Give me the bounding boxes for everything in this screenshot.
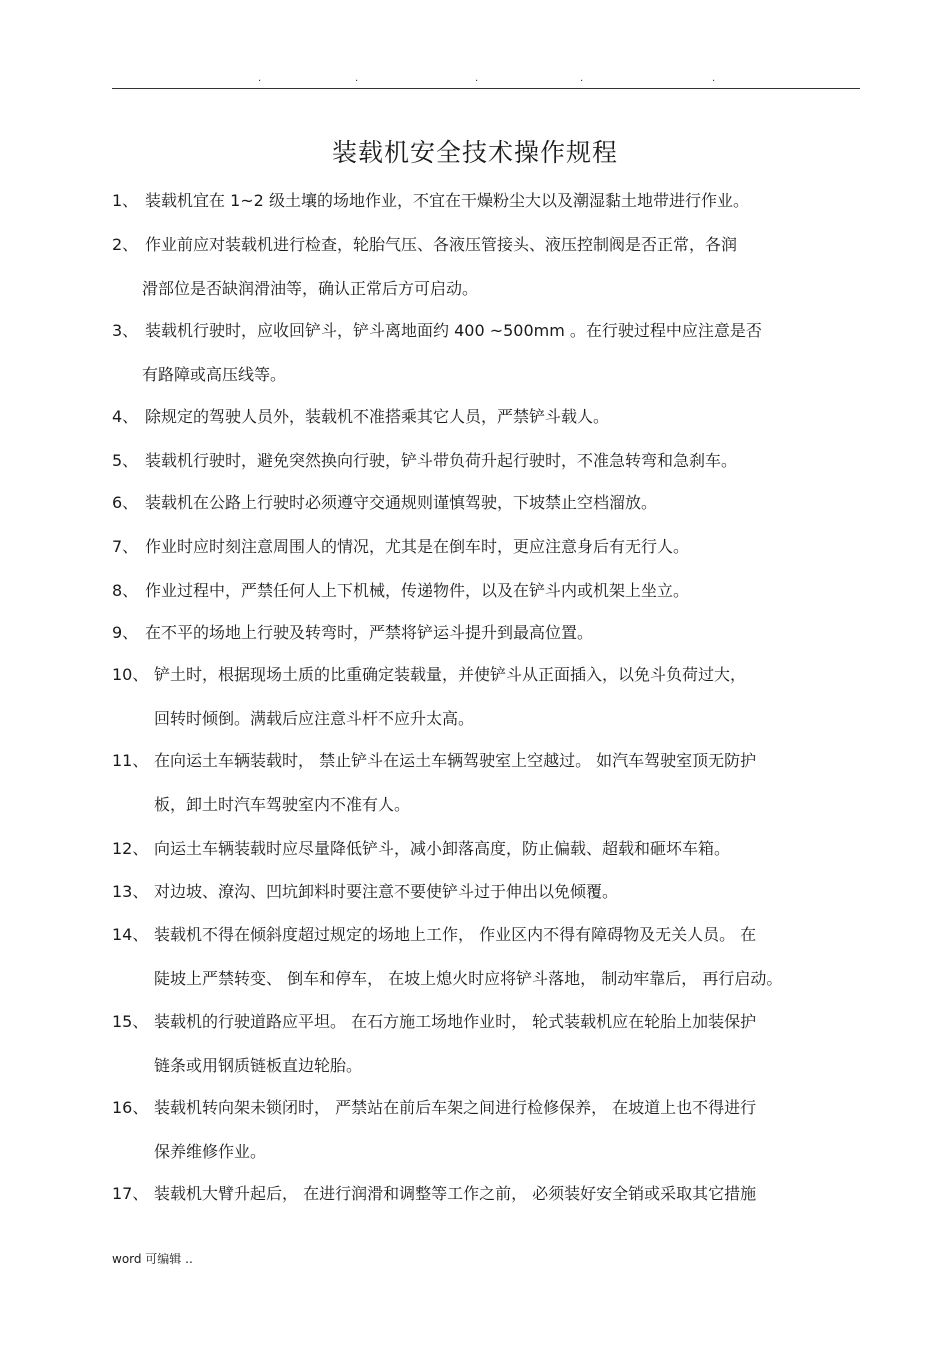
item-text-continued: 板，卸土时汽车驾驶室内不准有人。 bbox=[154, 795, 411, 814]
item-text: 在不平的场地上行驶及转弯时，严禁将铲运斗提升到最高位置。 bbox=[145, 623, 594, 642]
item-text: 作业前应对装载机进行检查，轮胎气压、各液压管接头、液压控制阀是否正常，各润 bbox=[145, 235, 738, 254]
header-dot: . bbox=[580, 73, 584, 84]
item-number: 11、 bbox=[112, 751, 149, 770]
item-number: 14、 bbox=[112, 925, 149, 944]
item-number: 7、 bbox=[112, 537, 139, 556]
item-number: 16、 bbox=[112, 1098, 149, 1117]
item-text: 装载机行驶时，应收回铲斗，铲斗离地面约 400 ~500mm 。在行驶过程中应注意是否 bbox=[145, 321, 762, 340]
item-number: 15、 bbox=[112, 1012, 149, 1031]
list-item bbox=[112, 190, 862, 212]
item-text: 装载机在公路上行驶时必须遵守交通规则谨慎驾驶，下坡禁止空档溜放。 bbox=[145, 493, 658, 512]
item-number: 6、 bbox=[112, 493, 139, 512]
item-text: 作业过程中，严禁任何人上下机械，传递物件，以及在铲斗内或机架上坐立。 bbox=[145, 581, 690, 600]
list-item bbox=[112, 320, 862, 386]
header-dot: . bbox=[258, 73, 262, 84]
item-number: 13、 bbox=[112, 882, 149, 901]
item-number: 4、 bbox=[112, 407, 139, 426]
list-item bbox=[112, 536, 862, 558]
item-text: 在向运土车辆装载时， 禁止铲斗在运土车辆驾驶室上空越过。 如汽车驾驶室顶无防护 bbox=[154, 751, 757, 770]
item-text-continued: 链条或用钢质链板直边轮胎。 bbox=[154, 1056, 363, 1075]
item-text: 装载机大臂升起后， 在进行润滑和调整等工作之前， 必须装好安全销或采取其它措施 bbox=[154, 1184, 757, 1203]
list-item bbox=[112, 622, 862, 644]
item-text: 装载机行驶时，避免突然换向行驶，铲斗带负荷升起行驶时，不准急转弯和急刹车。 bbox=[145, 451, 738, 470]
header-dot: . bbox=[355, 73, 359, 84]
header-dot: . bbox=[475, 73, 479, 84]
list-item bbox=[112, 450, 862, 472]
item-number: 8、 bbox=[112, 581, 139, 600]
item-number: 5、 bbox=[112, 451, 139, 470]
list-item bbox=[112, 1183, 862, 1205]
list-item bbox=[112, 1011, 862, 1077]
list-item bbox=[112, 406, 862, 428]
item-number: 17、 bbox=[112, 1184, 149, 1203]
item-text: 除规定的驾驶人员外，装载机不准搭乘其它人员，严禁铲斗载人。 bbox=[145, 407, 610, 426]
list-item bbox=[112, 881, 862, 903]
item-number: 12、 bbox=[112, 839, 149, 858]
header-dot: . bbox=[712, 73, 716, 84]
item-number: 2、 bbox=[112, 235, 139, 254]
item-text: 装载机宜在 1~2 级土壤的场地作业，不宜在干燥粉尘大以及潮湿黏土地带进行作业。 bbox=[145, 191, 749, 210]
header-rule bbox=[112, 88, 860, 89]
list-item bbox=[112, 924, 862, 990]
item-text: 作业时应时刻注意周围人的情况，尤其是在倒车时，更应注意身后有无行人。 bbox=[145, 537, 690, 556]
item-text: 装载机的行驶道路应平坦。 在石方施工场地作业时， 轮式装载机应在轮胎上加装保护 bbox=[154, 1012, 757, 1031]
item-text-continued: 保养维修作业。 bbox=[154, 1142, 267, 1161]
item-text: 装载机不得在倾斜度超过规定的场地上工作， 作业区内不得有障碍物及无关人员。 在 bbox=[154, 925, 757, 944]
item-number: 9、 bbox=[112, 623, 139, 642]
list-item bbox=[112, 492, 862, 514]
item-number: 1、 bbox=[112, 191, 139, 210]
item-text-continued: 有路障或高压线等。 bbox=[142, 365, 287, 384]
list-item bbox=[112, 664, 862, 730]
list-item bbox=[112, 234, 862, 300]
page-title: 装载机安全技术操作规程 bbox=[331, 138, 618, 167]
list-item bbox=[112, 1097, 862, 1163]
list-item bbox=[112, 838, 862, 860]
item-number: 10、 bbox=[112, 665, 149, 684]
item-text: 装载机转向架未锁闭时， 严禁站在前后车架之间进行检修保养， 在坡道上也不得进行 bbox=[154, 1098, 757, 1117]
list-item bbox=[112, 580, 862, 602]
list-item bbox=[112, 750, 862, 816]
footer-note: word 可编辑 .. bbox=[112, 1252, 193, 1266]
item-number: 3、 bbox=[112, 321, 139, 340]
item-text: 向运土车辆装载时应尽量降低铲斗，减小卸落高度，防止偏载、超载和砸坏车箱。 bbox=[154, 839, 731, 858]
item-text-continued: 回转时倾倒。满载后应注意斗杆不应升太高。 bbox=[154, 709, 475, 728]
item-text-continued: 滑部位是否缺润滑油等，确认正常后方可启动。 bbox=[142, 279, 479, 298]
item-text: 对边坡、潦沟、凹坑卸料时要注意不要使铲斗过于伸出以免倾覆。 bbox=[154, 882, 619, 901]
item-text: 铲土时，根据现场土质的比重确定装载量，并使铲斗从正面插入，以免斗负荷过大， bbox=[154, 665, 747, 684]
item-text-continued: 陡坡上严禁转变、 倒车和停车， 在坡上熄火时应将铲斗落地， 制动牢靠后， 再行启动。 bbox=[154, 969, 783, 988]
